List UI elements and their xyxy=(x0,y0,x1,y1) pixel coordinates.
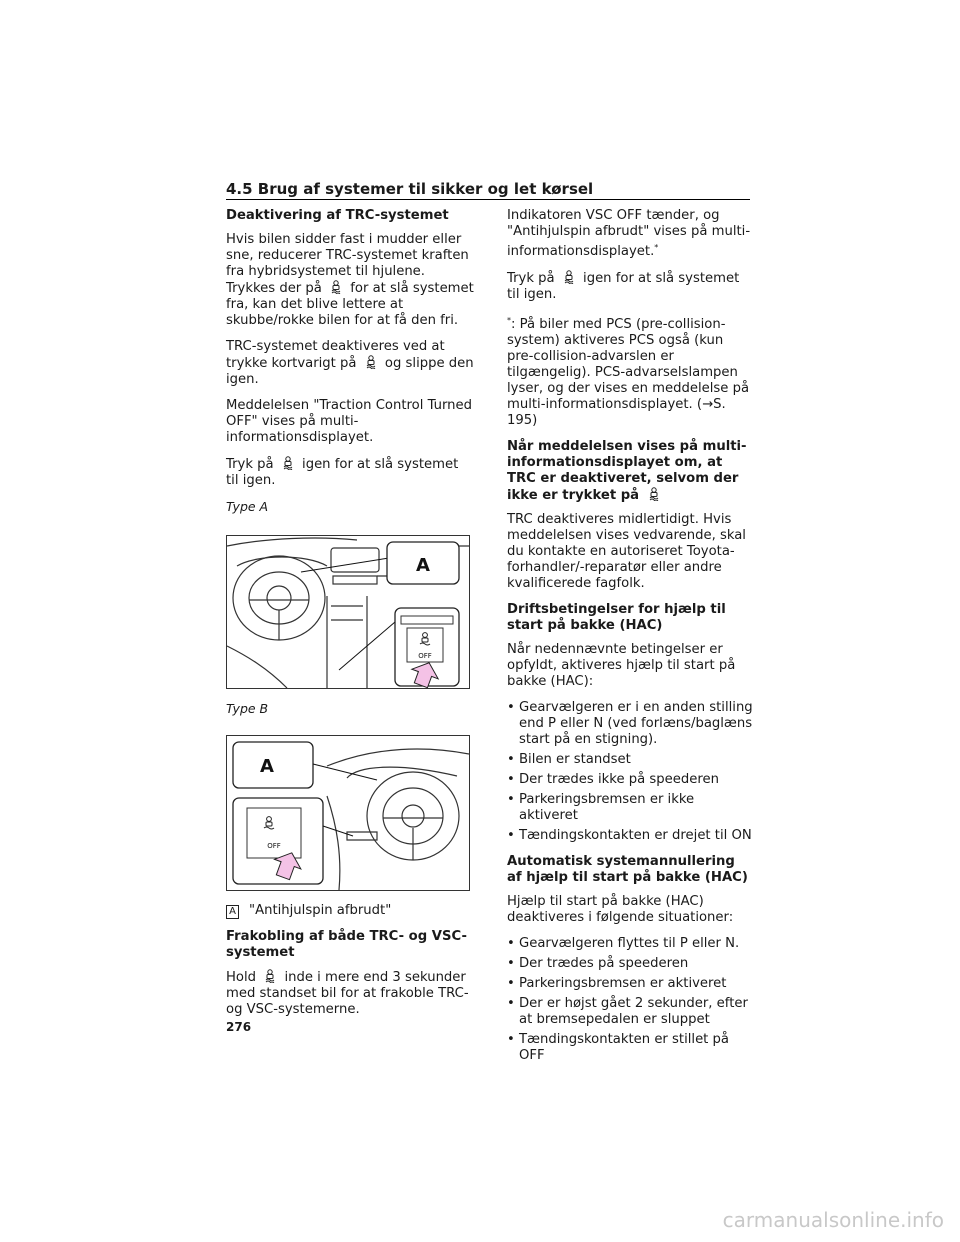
callout-a-label: A xyxy=(260,756,274,777)
text: Hold xyxy=(226,970,257,985)
type-a-label: Type A xyxy=(226,499,269,514)
legend-text: "Antihjulspin afbrudt" xyxy=(249,903,392,918)
paragraph-short-press xyxy=(226,339,474,388)
heading-deactivate-trc: Deaktivering af TRC-systemet xyxy=(226,208,449,223)
paragraph-message: Meddelelsen "Traction Control Turned OFF" vises på multi-informationsdisplayet. xyxy=(226,398,473,445)
watermark: carmanualsonline.info xyxy=(722,1208,944,1232)
list-item: • Gearvælgeren er i en anden stilling end P eller N (ved forlæns/baglæns start på en stigning). xyxy=(507,700,753,748)
list-item: • Der er højst gået 2 sekunder, efter at bremsepedalen er sluppet xyxy=(507,996,753,1028)
text: igen for at slå systemet til igen. xyxy=(226,457,459,488)
list-item: • Gearvælgeren flyttes til P eller N. xyxy=(507,936,753,952)
figure-type-a xyxy=(226,535,470,689)
heading-disable-both: Frakobling af både TRC- og VSC-systemet xyxy=(226,929,467,960)
list-item: • Bilen er standset xyxy=(507,752,753,768)
figure-type-b xyxy=(226,735,470,891)
heading-message-shown xyxy=(507,439,753,504)
vsc-off-icon xyxy=(264,969,276,983)
legend-callout-a: A xyxy=(226,905,239,919)
text: igen for at slå systemet til igen. xyxy=(507,271,740,302)
text: og slippe den igen. xyxy=(226,356,474,387)
list-item: • Tændingskontakten er drejet til ON xyxy=(507,828,753,844)
header-divider xyxy=(226,199,750,200)
hac-conditions-list xyxy=(507,700,753,844)
paragraph-trc-intro xyxy=(226,232,474,329)
list-item: • Der trædes på speederen xyxy=(507,956,753,972)
vsc-off-icon xyxy=(282,456,294,470)
vsc-off-icon xyxy=(563,270,575,284)
text: : På biler med PCS (pre-collision-system) aktiveres PCS også (kun pre-collision-advarslen er tilgængelig). PCS-advarselslampen lyser, og der vises en meddelelse på multi-informationsdisplayet. (→S. 195) xyxy=(507,317,750,428)
text: for at slå systemet fra, kan det blive lettere at skubbe/rokke bilen for at få den fri. xyxy=(226,281,474,328)
text: Indikatoren VSC OFF tænder, og "Antihjulspin afbrudt" vises på multi-informationsdisplayet. xyxy=(507,208,751,259)
right-column xyxy=(507,208,753,1074)
heading-hac-conditions: Driftsbetingelser for hjælp til start på bakke (HAC) xyxy=(507,602,726,633)
text: Tryk på xyxy=(226,457,274,472)
footnote-marker: * xyxy=(507,316,511,325)
type-b-label: Type B xyxy=(226,701,269,716)
figure-legend xyxy=(226,903,474,919)
vsc-off-icon xyxy=(330,280,342,294)
text: TRC-systemet deaktiveres ved at trykke kortvarigt på xyxy=(226,339,445,371)
paragraph-hold xyxy=(226,969,474,1018)
cancel-conditions-list xyxy=(507,936,753,1064)
vsc-off-icon xyxy=(365,355,377,369)
list-item: • Tændingskontakten er stillet på OFF xyxy=(507,1032,753,1064)
paragraph-trc-temporary: TRC deaktiveres midlertidigt. Hvis meddelelsen vises vedvarende, skal du kontakte en autoriseret Toyota-forhandler/-reparatør eller andre kvalificerede fagfolk. xyxy=(507,512,746,591)
page-number: 276 xyxy=(226,1020,252,1034)
footnote-marker: * xyxy=(654,243,659,252)
text: Hvis bilen sidder fast i mudder eller sne, reducerer TRC-systemet kraften fra hybridsystemet til hjulene. Trykkes der på xyxy=(226,232,469,296)
dashboard-illustration-b xyxy=(227,736,469,890)
list-item: • Parkeringsbremsen er aktiveret xyxy=(507,976,753,992)
left-column xyxy=(226,208,474,1028)
text: Tryk på xyxy=(507,271,555,286)
text: Når meddelelsen vises på multi-informationsdisplayet om, at TRC er deaktiveret, selvom der ikke er trykket på xyxy=(507,439,747,503)
text: inde i mere end 3 sekunder med standset bil for at frakoble TRC- og VSC-systemerne. xyxy=(226,970,469,1017)
off-label: OFF xyxy=(418,652,432,660)
callout-a-label: A xyxy=(416,555,430,576)
paragraph-hac-intro: Når nedennævnte betingelser er opfyldt, aktiveres hjælp til start på bakke (HAC): xyxy=(507,642,736,689)
section-title: 4.5 Brug af systemer til sikker og let kørsel xyxy=(226,180,594,198)
paragraph-hac-cancel-intro: Hjælp til start på bakke (HAC) deaktiveres i følgende situationer: xyxy=(507,894,734,925)
off-label: OFF xyxy=(267,842,281,850)
paragraph-press-again xyxy=(226,456,474,489)
vsc-off-icon xyxy=(648,487,660,501)
paragraph-press-again xyxy=(507,270,753,303)
footnote-pcs xyxy=(507,313,753,429)
paragraph-vsc-off xyxy=(507,208,753,260)
heading-hac-cancel: Automatisk systemannullering af hjælp til start på bakke (HAC) xyxy=(507,854,748,885)
list-item: • Parkeringsbremsen er ikke aktiveret xyxy=(507,792,753,824)
dashboard-illustration-a xyxy=(227,536,469,688)
list-item: • Der trædes ikke på speederen xyxy=(507,772,753,788)
